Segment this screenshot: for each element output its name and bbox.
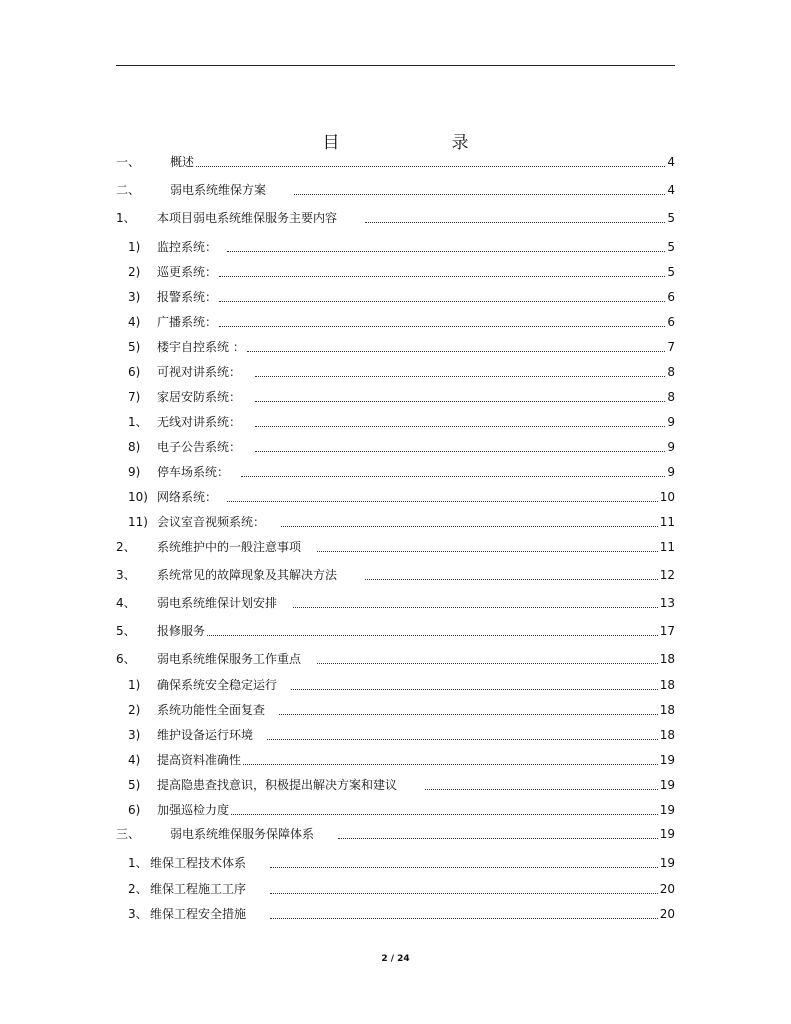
toc-entry[interactable] [128,289,675,305]
toc-entry-number: 1、 [116,211,136,225]
toc-entry-page: 19 [659,753,675,767]
toc-entry-text: 监控系统： [157,240,218,254]
toc-entry-page: 5 [667,240,675,254]
toc-entry-page: 18 [659,652,675,666]
toc-entry-text: 维保工程安全措施 [150,907,247,921]
page-number: 2 / 24 [381,954,410,964]
toc-entry-number: 4) [128,753,141,767]
dot-leader [219,301,665,302]
toc-entry-text: 巡更系统： [157,265,218,279]
toc-entry-text: 系统维护中的一般注意事项 [157,540,302,554]
toc-entry-page: 12 [659,568,675,582]
dot-leader [293,607,658,608]
toc-entry-page: 19 [659,856,675,870]
toc-entry-page: 13 [659,596,675,610]
dot-leader [255,401,665,402]
toc-entry[interactable] [116,826,675,842]
toc-entry-number: 11) [128,515,148,529]
toc-entry-page: 8 [667,390,675,404]
toc-entry-text: 报警系统： [157,290,218,304]
toc-entry-number: 2) [128,703,141,717]
toc-entry-number: 6、 [116,652,136,666]
dot-leader [317,663,658,664]
toc-entry-number: 6) [128,365,141,379]
toc-entry-text: 停车场系统： [157,465,230,479]
dot-leader [255,451,665,452]
toc-entry-page: 18 [659,703,675,717]
toc-entry[interactable] [128,314,675,330]
toc-entry-page: 11 [659,540,675,554]
toc-entry-text: 报修服务 [157,624,206,638]
toc-entry-number: 5、 [116,624,136,638]
toc-entry-number: 10) [128,490,148,504]
toc-entry-number: 6) [128,803,141,817]
toc-entry[interactable] [116,595,675,611]
toc-entry[interactable] [116,567,675,583]
dot-leader [241,476,665,477]
toc-entry[interactable] [128,489,675,505]
toc-entry-number: 7) [128,390,141,404]
dot-leader [227,251,665,252]
toc-entry[interactable] [128,855,675,871]
toc-entry[interactable] [128,777,675,793]
toc-entry-page: 19 [659,827,675,841]
dot-leader [243,764,658,765]
dot-leader [270,867,658,868]
toc-entry-page: 17 [659,624,675,638]
toc-entry-text: 弱电系统维保服务工作重点 [157,652,302,666]
toc-entry-page: 10 [659,490,675,504]
toc-entry-number: 3) [128,290,141,304]
toc-entry[interactable] [116,182,675,198]
dot-leader [270,893,658,894]
toc-entry-number: 3) [128,728,141,742]
toc-entry[interactable] [128,881,675,897]
toc-entry-number: 3、 [128,907,148,921]
toc-entry-page: 18 [659,678,675,692]
toc-entry-text: 网络系统： [157,490,218,504]
toc-entry-page: 5 [667,265,675,279]
toc-entry-text: 可视对讲系统： [157,365,242,379]
toc-entry[interactable] [128,727,675,743]
toc-entry-text: 弱电系统维保方案 [170,183,267,197]
dot-leader [365,579,658,580]
toc-entry-page: 18 [659,728,675,742]
toc-entry-number: 1、 [128,856,148,870]
toc-entry-text: 系统常见的故障现象及其解决方法 [157,568,338,582]
dot-leader [365,222,665,223]
toc-entry-page: 4 [667,155,675,169]
toc-entry[interactable] [128,752,675,768]
toc-entry-text: 系统功能性全面复查 [157,703,266,717]
dot-leader [231,814,658,815]
toc-entry-number: 4) [128,315,141,329]
toc-entry[interactable] [128,802,675,818]
toc-entry-text: 维护设备运行环境 [157,728,254,742]
dot-leader [219,276,665,277]
dot-leader [207,635,658,636]
toc-entry-number: 1、 [128,415,148,429]
toc-entry[interactable] [128,906,675,922]
dot-leader [219,326,665,327]
toc-entry-text: 无线对讲系统： [157,415,242,429]
dot-leader [294,194,665,195]
dot-leader [317,551,658,552]
toc-entry-page: 20 [659,882,675,896]
toc-entry-page: 5 [667,211,675,225]
dot-leader [267,739,658,740]
dot-leader [281,526,658,527]
toc-entry-text: 加强巡检力度 [157,803,230,817]
dot-leader [291,689,658,690]
toc-entry[interactable] [116,539,675,555]
toc-entry-number: 三、 [116,827,141,841]
toc-entry-page: 11 [659,515,675,529]
toc-entry-number: 5) [128,340,141,354]
toc-entry-page: 20 [659,907,675,921]
toc-entry-page: 9 [667,465,675,479]
dot-leader [247,351,666,352]
toc-entry[interactable] [128,364,675,380]
dot-leader [270,918,658,919]
toc-entry-number: 2、 [116,540,136,554]
toc-entry[interactable] [128,677,675,693]
toc-entry-page: 7 [667,340,675,354]
toc-entry[interactable] [128,414,675,430]
toc-entry-text: 概述 [170,155,195,169]
toc-entry[interactable] [128,389,675,405]
toc-entry-text: 提高隐患查找意识，积极提出解决方案和建议 [157,778,398,792]
toc-entry-number: 4、 [116,596,136,610]
dot-leader [338,838,658,839]
toc-entry[interactable] [128,439,675,455]
toc-entry-text: 本项目弱电系统维保服务主要内容 [157,211,338,225]
toc-entry-page: 6 [667,290,675,304]
toc-entry-text: 电子公告系统： [157,440,242,454]
toc-entry-number: 8) [128,440,141,454]
toc-entry-page: 19 [659,803,675,817]
toc-entry-number: 2) [128,265,141,279]
toc-entry[interactable] [128,339,675,355]
toc-entry-text: 维保工程施工工序 [150,882,247,896]
toc-entry-text: 弱电系统维保计划安排 [157,596,278,610]
toc-entry-number: 1) [128,240,141,254]
toc-entry-text: 会议室音视频系统： [157,515,266,529]
toc-entry-number: 二、 [116,183,141,197]
toc-entry-text: 确保系统安全稳定运行 [157,678,278,692]
toc-entry-text: 弱电系统维保服务保障体系 [170,827,315,841]
toc-entry[interactable] [116,210,675,226]
toc-entry-page: 19 [659,778,675,792]
dot-leader [255,426,665,427]
toc-entry[interactable] [128,702,675,718]
toc-entry-text: 楼宇自控系统 ： [157,340,245,354]
toc-entry-number: 5) [128,778,141,792]
toc-entry-page: 9 [667,415,675,429]
toc-entry[interactable] [116,623,675,639]
toc-entry[interactable] [128,239,675,255]
toc-entry-page: 4 [667,183,675,197]
toc-entry-page: 9 [667,440,675,454]
dot-leader [425,789,658,790]
toc-entry[interactable] [128,464,675,480]
toc-entry-number: 3、 [116,568,136,582]
toc-entry-page: 8 [667,365,675,379]
dot-leader [227,501,658,502]
dot-leader [196,166,665,167]
toc-entry-number: 9) [128,465,141,479]
toc-entry[interactable] [128,514,675,530]
toc-entry[interactable] [116,651,675,667]
toc-entry-text: 提高资料准确性 [157,753,242,767]
toc-entry[interactable] [128,264,675,280]
dot-leader [279,714,658,715]
toc-entry[interactable] [116,154,675,170]
toc-entry-number: 1) [128,678,141,692]
toc-entry-number: 2、 [128,882,148,896]
toc-entry-text: 家居安防系统： [157,390,242,404]
dot-leader [255,376,665,377]
toc-entry-page: 6 [667,315,675,329]
toc-entry-text: 维保工程技术体系 [150,856,247,870]
toc-entry-text: 广播系统： [157,315,218,329]
toc-entry-number: 一、 [116,155,141,169]
toc-title: 目 录 [322,133,495,153]
